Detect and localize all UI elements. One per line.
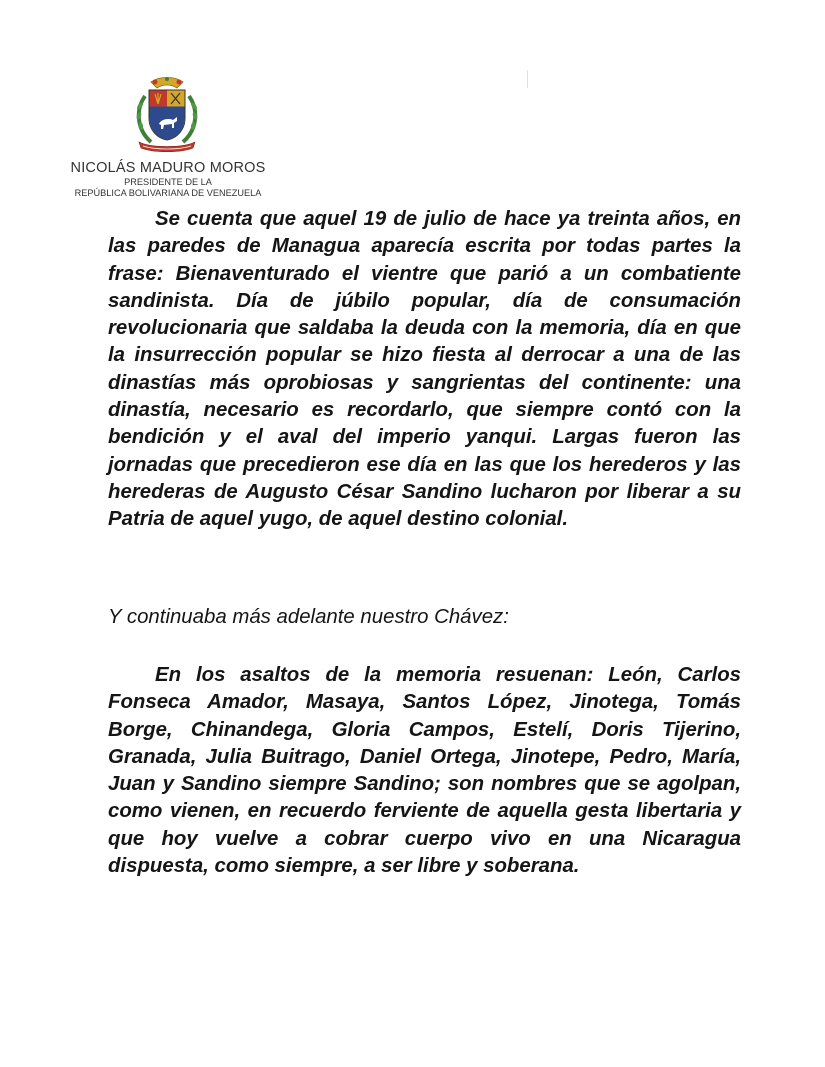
sender-title-line1: PRESIDENTE DE LA — [124, 177, 212, 187]
scan-artifact — [527, 70, 528, 88]
transition-paragraph: Y continuaba más adelante nuestro Chávez: — [108, 606, 509, 628]
sender-title-line2: REPÚBLICA BOLIVARIANA DE VENEZUELA — [74, 188, 262, 198]
quote-paragraph-2: En los asaltos de la memoria resuenan: León, Carlos Fonseca Amador, Masaya, Santos López, Jinotega, Tomás Borge, Chinandega, Gloria Campos, Estelí, Doris Tijerino, Granada, Julia Buitrago, Daniel Ortega, Jinotepe, Pedro, María, Juan y Sandino siempre Sandino; son nombres que se agolpan, como vienen, en recuerdo ferviente de aquella gesta libertaria y que hoy vuelve a cobrar cuerpo vivo en una Nicaragua dispuesta, como siempre, a ser libre y soberana. — [108, 664, 741, 878]
letterhead — [56, 160, 280, 199]
coat-of-arms-icon — [131, 76, 203, 156]
quote-paragraph-1: Se cuenta que aquel 19 de julio de hace ya treinta años, en las paredes de Managua aparecía escrita por todas partes la frase: Bienaventurado el vientre que parió a un combatiente sandinista. Día de júbilo popular, día de consumación revolucionaria que saldaba la deuda con la memoria, día en que la insurrección popular se hizo fiesta al derrocar a una de las dinastías más oprobiosas y sangrientas del continente: una dinastía, necesario es recordarlo, que siempre contó con la bendición y el aval del imperio yanqui. Largas fueron las jornadas que precedieron ese día en las que los herederos y las herederas de Augusto César Sandino lucharon por liberar a su Patria de aquel yugo, de aquel destino colonial. — [108, 208, 741, 531]
sender-name: NICOLÁS MADURO MOROS — [70, 160, 266, 176]
